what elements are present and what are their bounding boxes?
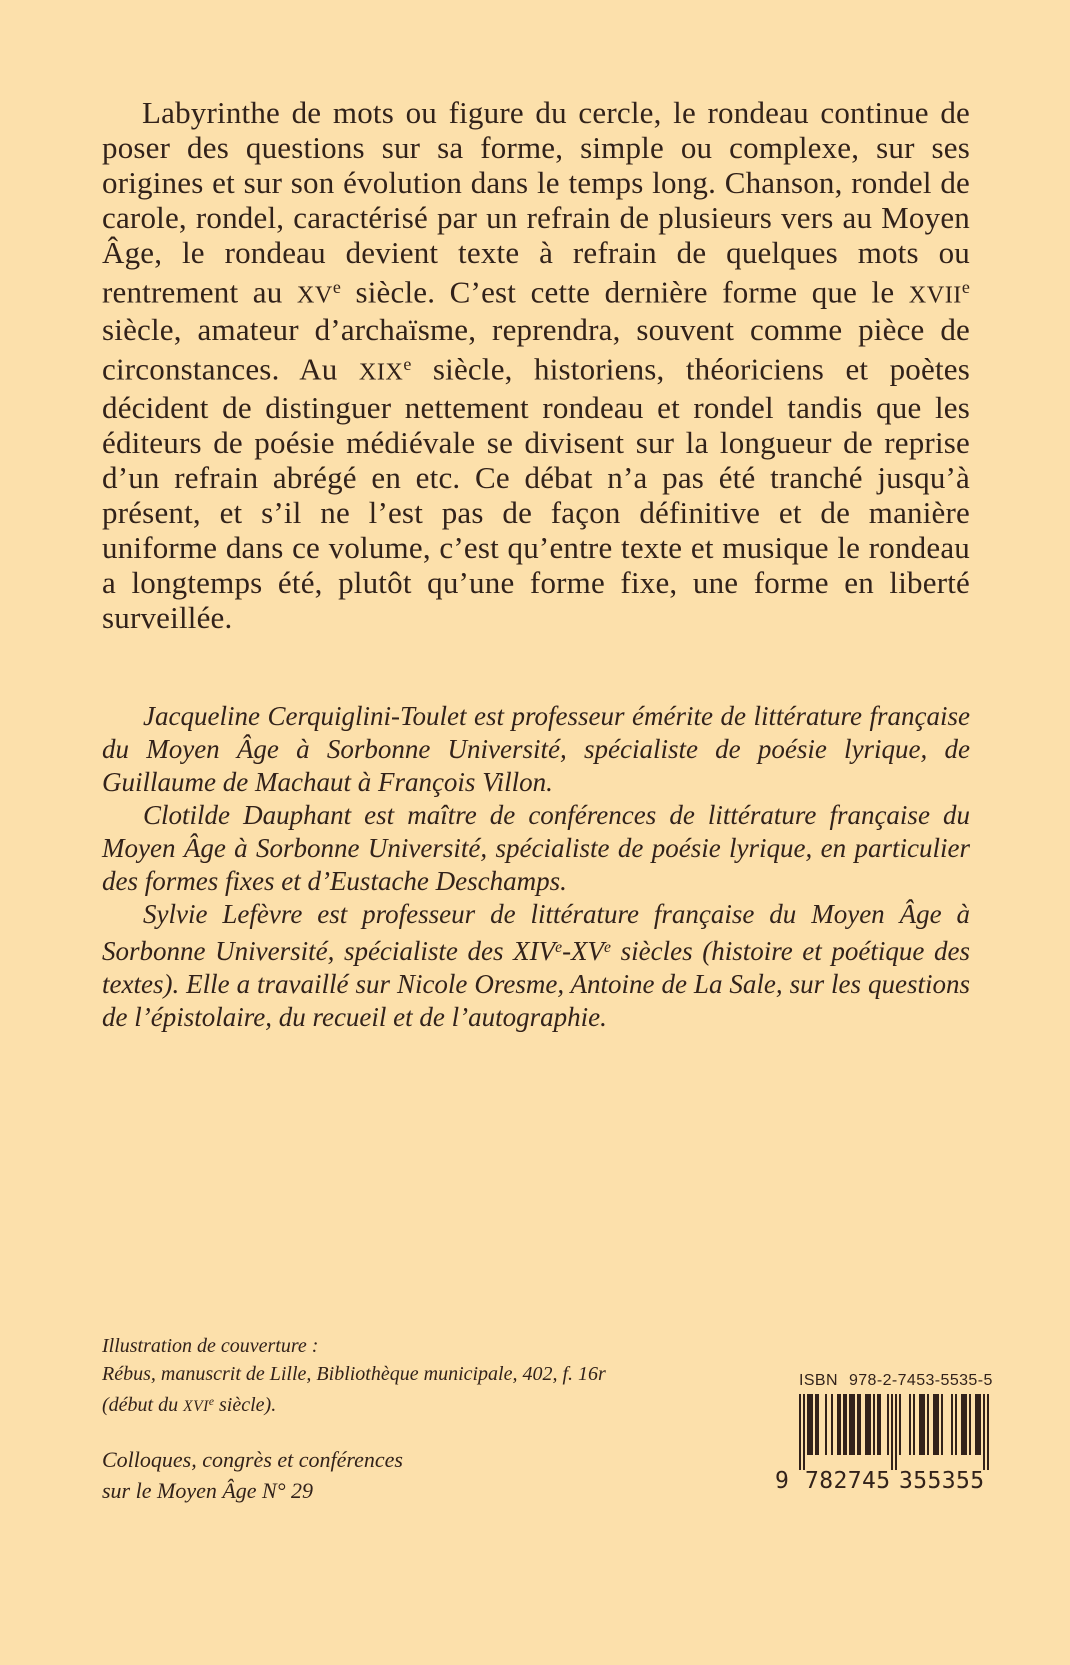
bio-paragraph-dauphant: Clotilde Dauphant est maître de conférences de littérature française du Moyen Âge à Sorbonne Université, spécialiste de poésie lyrique, en particulier des formes fixes et d’Eustache Deschamps. [102,800,970,896]
credit-source: Rébus, manuscrit de Lille, Bibliothèque municipale, 402, f. 16r [102,1363,606,1385]
bio-paragraph-cerquiglini-toulet: Jacqueline Cerquiglini-Toulet est professeur émérite de littérature française du Moyen Âge à Sorbonne Université, spécialiste de poésie lyrique, de Guillaume de Machaut à François Villon. [102,701,970,797]
isbn-number: 978-2-7453-5535-5 [848,1372,993,1389]
ean-right-digits: 355355 [899,1468,985,1494]
ean-left-digits: 782745 [805,1468,891,1494]
bio-paragraph-lefevre: Sylvie Lefèvre est professeur de littérature française du Moyen Âge à Sorbonne Université, spécialiste des XIVe-XVe siècles (histoire et poétique des textes). Elle a travaillé sur Nicole Oresme, Antoine de La Sale, sur les questions de l’épistolaire, du recueil et de l’autographie. [102,899,970,1033]
series-line-1: Colloques, congrès et conférences [102,1447,403,1472]
credit-date: (début du XVIe siècle). [102,1394,277,1417]
author-bios [102,700,970,1034]
isbn-label: ISBN [799,1372,838,1389]
isbn-block [775,1372,1005,1492]
ean-digits [775,1468,1005,1492]
blurb-paragraph: Labyrinthe de mots ou figure du cercle, le rondeau continue de poser des questions sur sa forme, simple ou complexe, sur ses origines et sur son évolution dans le temps long. Chanson, rondel de carole, rondel, caractérisé par un refrain de plusieurs vers au Moyen Âge, le rondeau devient texte à refrain de quelques mots ou rentrement au XVe siècle. C’est cette dernière forme que le XVIIe siècle, amateur d’archaïsme, reprendra, souvent comme pièce de circonstances. Au XIXe siècle, historiens, théoriciens et poètes décident de distinguer nettement rondeau et rondel tandis que les éditeurs de poésie médiévale se divisent sur la longueur de reprise d’un refrain abrégé en etc. Ce débat n’a pas été tranché jusqu’à présent, et s’il ne l’est pas de façon définitive et de manière uniforme dans ce volume, c’est qu’entre texte et musique le rondeau a longtemps été, plutôt qu’une forme fixe, une forme en liberté surveillée. [102,95,970,635]
ean-barcode-bars [799,1394,989,1470]
ean-first-digit: 9 [775,1468,789,1494]
series-line-2: sur le Moyen Âge N° 29 [102,1478,314,1503]
cover-illustration-credit [102,1332,742,1421]
credit-heading: Illustration de couverture : [102,1335,319,1357]
isbn-line [799,1372,993,1390]
series-label [102,1444,582,1506]
